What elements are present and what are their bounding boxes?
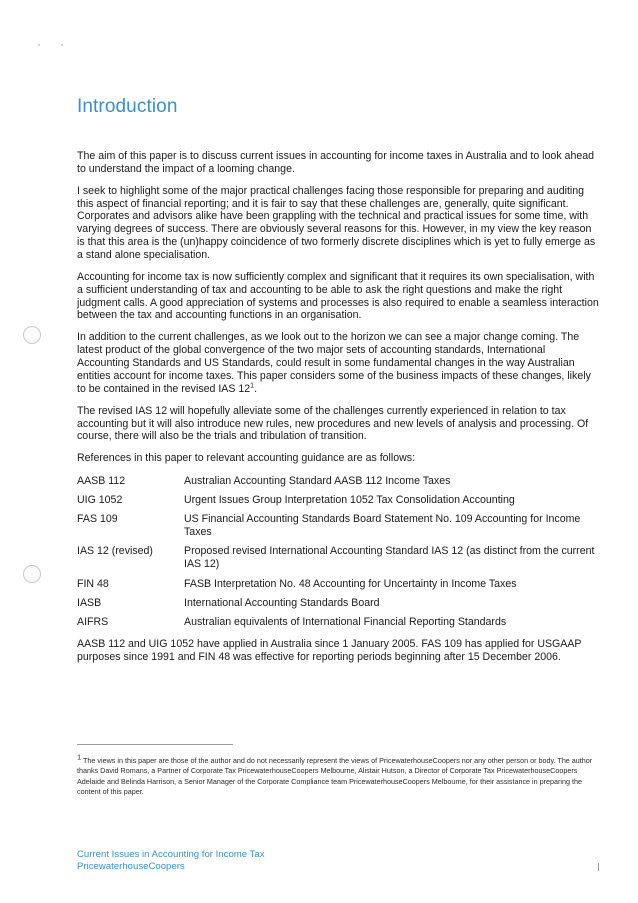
paragraph: I seek to highlight some of the major practical challenges facing those responsible for preparing and auditing this aspect of financial reporting; and it is fair to say that these challenges are, generally, quite significant. Corporates and advisors alike have been grappling with the technical and practical issues for some time, with varying degrees of success. There are obviously several reasons for this. However, in my view the key reason is that this area is the (un)happy coincidence of two formerly discrete disciplines which is yet to fully emerge as a stand alone specialisation. — [77, 184, 596, 261]
reference-definition: US Financial Accounting Standards Board Statement No. 109 Accounting for Income Taxes — [184, 513, 581, 539]
reference-row — [77, 475, 599, 488]
paragraph: References in this paper to relevant accounting guidance are as follows: — [77, 452, 416, 465]
section-title: Introduction — [77, 96, 178, 117]
reference-definition: Proposed revised International Accounting Standard IAS 12 (as distinct from the current IAS 12) — [184, 545, 595, 571]
reference-definition: Australian Accounting Standard AASB 112 Income Taxes — [184, 474, 451, 487]
reference-row — [77, 578, 599, 591]
reference-term: IASB — [77, 597, 102, 610]
reference-term: AIFRS — [77, 616, 109, 629]
paragraph — [77, 331, 599, 395]
reference-definition: Urgent Issues Group Interpretation 1052 Tax Consolidation Accounting — [184, 493, 515, 506]
footnote-mark: 1 — [77, 752, 82, 762]
reference-row — [77, 616, 599, 629]
page-footer — [77, 849, 265, 873]
paragraph: The revised IAS 12 will hopefully alleviate some of the challenges currently experienced in relation to tax accounting but it will also introduce new rules, new procedures and new levels of analysis and processing. Of course, there will also be the trials and tribulation of transition. — [77, 404, 589, 443]
closing-paragraph: AASB 112 and UIG 1052 have applied in Australia since 1 January 2005. FAS 109 has applied for USGAAP purposes since 1991 and FIN 48 was effective for reporting periods beginning after 15 December 2006. — [77, 638, 582, 664]
reference-term: FAS 109 — [77, 513, 118, 526]
reference-list — [77, 475, 599, 630]
reference-term: IAS 12 (revised) — [77, 545, 153, 558]
paragraph: The aim of this paper is to discuss current issues in accounting for income taxes in Australia and to look ahead to understand the impact of a looming change. — [77, 150, 595, 175]
footnote-reference[interactable]: 1 — [250, 382, 255, 390]
footnote — [77, 752, 602, 798]
reference-definition: International Accounting Standards Board — [184, 597, 380, 610]
reference-definition: FASB Interpretation No. 48 Accounting for Uncertainty in Income Taxes — [184, 577, 517, 590]
footer-document-title: Current Issues in Accounting for Income Tax — [77, 849, 265, 860]
punch-hole — [23, 326, 41, 344]
reference-row — [77, 545, 599, 571]
reference-term: UIG 1052 — [77, 493, 123, 506]
footer-company: PricewaterhouseCoopers — [77, 860, 185, 872]
reference-term: FIN 48 — [77, 577, 109, 590]
footnote-text: The views in this paper are those of the author and do not necessarily represent the views of PricewaterhouseCoopers nor any other person or body. The author thanks David Romans, a Partner of Corporate Tax PricewaterhouseCoopers Melbourne, Alistair Hutson, a Director of Corporate Tax PricewaterhouseCoopers Adelaide and Belinda Harrison, a Senior Manager of the Corporate Compliance team PricewaterhouseCoopers Melbourne, for their assistance in preparing the content of this paper. — [77, 756, 593, 797]
reference-row — [77, 494, 599, 507]
punch-hole — [23, 565, 41, 583]
paragraph-end: . — [254, 382, 258, 395]
reference-term: AASB 112 — [77, 474, 126, 487]
paragraph: Accounting for income tax is now sufficiently complex and significant that it requires its own specialisation, with a sufficient understanding of tax and accounting to be able to ask the right questions and make the right judgment calls. A good appreciation of systems and processes is also required to enable a seamless interaction between the tax and accounting functions in an organisation. — [77, 270, 599, 322]
reference-row — [77, 513, 599, 539]
reference-definition: Australian equivalents of International Financial Reporting Standards — [184, 616, 507, 629]
footnote-divider — [77, 744, 233, 745]
paragraph-text: In addition to the current challenges, as we look out to the horizon we can see a major change coming. The latest product of the global convergence of the two major sets of accounting standards, International Accounting Standards and US Standards, could result in some fundamental changes in the way Australian entities account for income taxes. This paper considers some of the business impacts of these changes, likely to be contained in the revised IAS 12 — [77, 331, 591, 395]
reference-row — [77, 597, 599, 610]
scan-speck — [61, 44, 63, 46]
scan-speck — [38, 44, 40, 46]
page-edge-mark — [598, 863, 599, 871]
body-text — [77, 150, 599, 673]
